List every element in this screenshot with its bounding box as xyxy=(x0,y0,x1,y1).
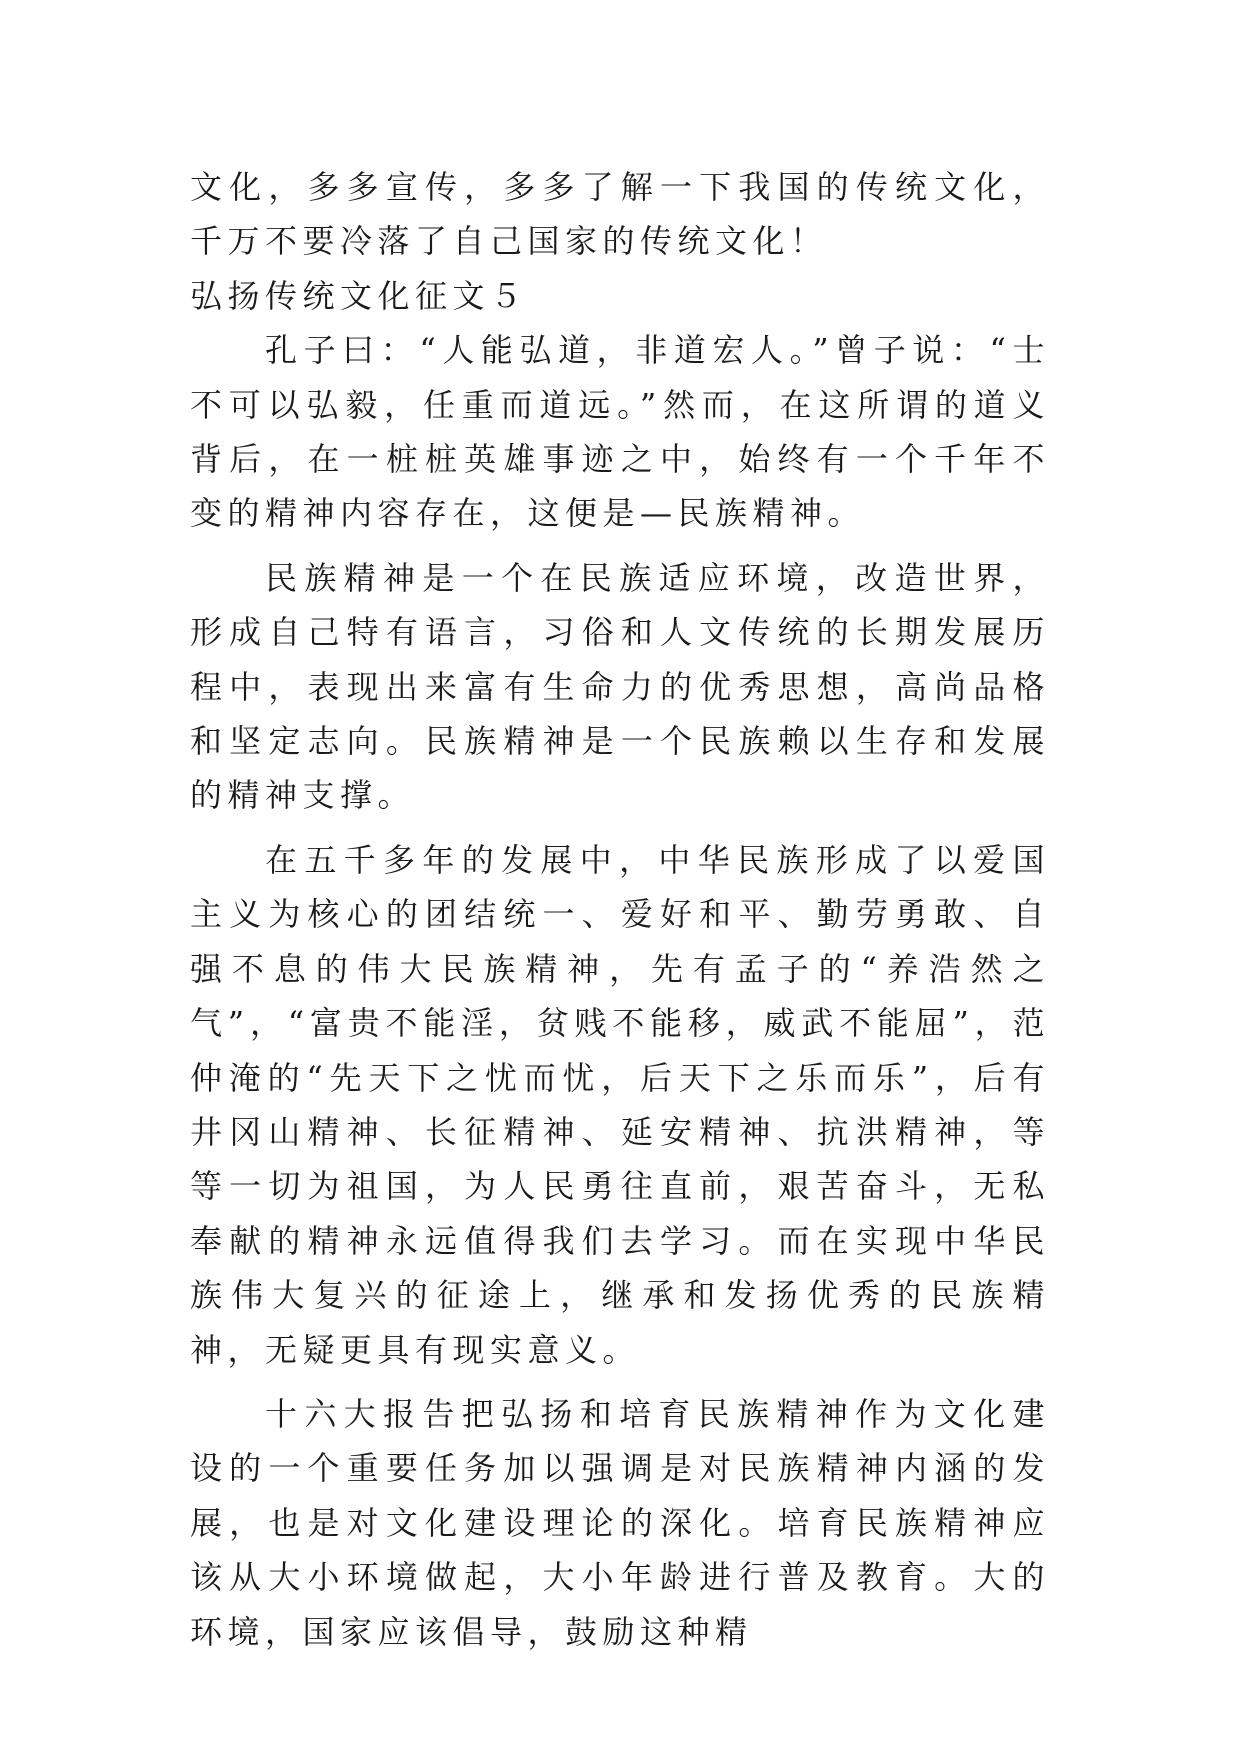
paragraph: 十六大报告把弘扬和培育民族精神作为文化建设的一个重要任务加以强调是对民族精神内涵的发展，也是对文化建设理论的深化。培育民族精神应该从大小环境做起，大小年龄进行普及教育。大的环境，国家应该倡导，鼓励这种精 xyxy=(190,1394,1050,1651)
paragraph-continuation: 文化，多多宣传，多多了解一下我国的传统文化，千万不要冷落了自己国家的传统文化！ xyxy=(190,168,1050,261)
paragraph: 孔子曰：“人能弘道，非道宏人。”曾子说：“士不可以弘毅，任重而道远。”然而，在这所谓的道义背后，在一桩桩英雄事迹之中，始终有一个千年不变的精神内容存在，这便是—民族精神。 xyxy=(190,331,1050,533)
section-heading: 弘扬传统文化征文５ xyxy=(190,276,528,315)
paragraph: 在五千多年的发展中，中华民族形成了以爱国主义为核心的团结统一、爱好和平、勤劳勇敢、自强不息的伟大民族精神，先有孟子的“养浩然之气”，“富贵不能淫，贫贱不能移，威武不能屈”，范仲淹的“先天下之忧而忧，后天下之乐而乐”，后有井冈山精神、长征精神、延安精神、抗洪精神，等等一切为祖国，为人民勇往直前，艰苦奋斗，无私奉献的精神永远值得我们去学习。而在实现中华民族伟大复兴的征途上，继承和发扬优秀的民族精神，无疑更具有现实意义。 xyxy=(190,840,1050,1369)
document-body xyxy=(190,160,1050,1659)
paragraph: 民族精神是一个在民族适应环境，改造世界，形成自己特有语言，习俗和人文传统的长期发展历程中，表现出来富有生命力的优秀思想，高尚品格和坚定志向。民族精神是一个民族赖以生存和发展的精神支撑。 xyxy=(190,558,1050,815)
